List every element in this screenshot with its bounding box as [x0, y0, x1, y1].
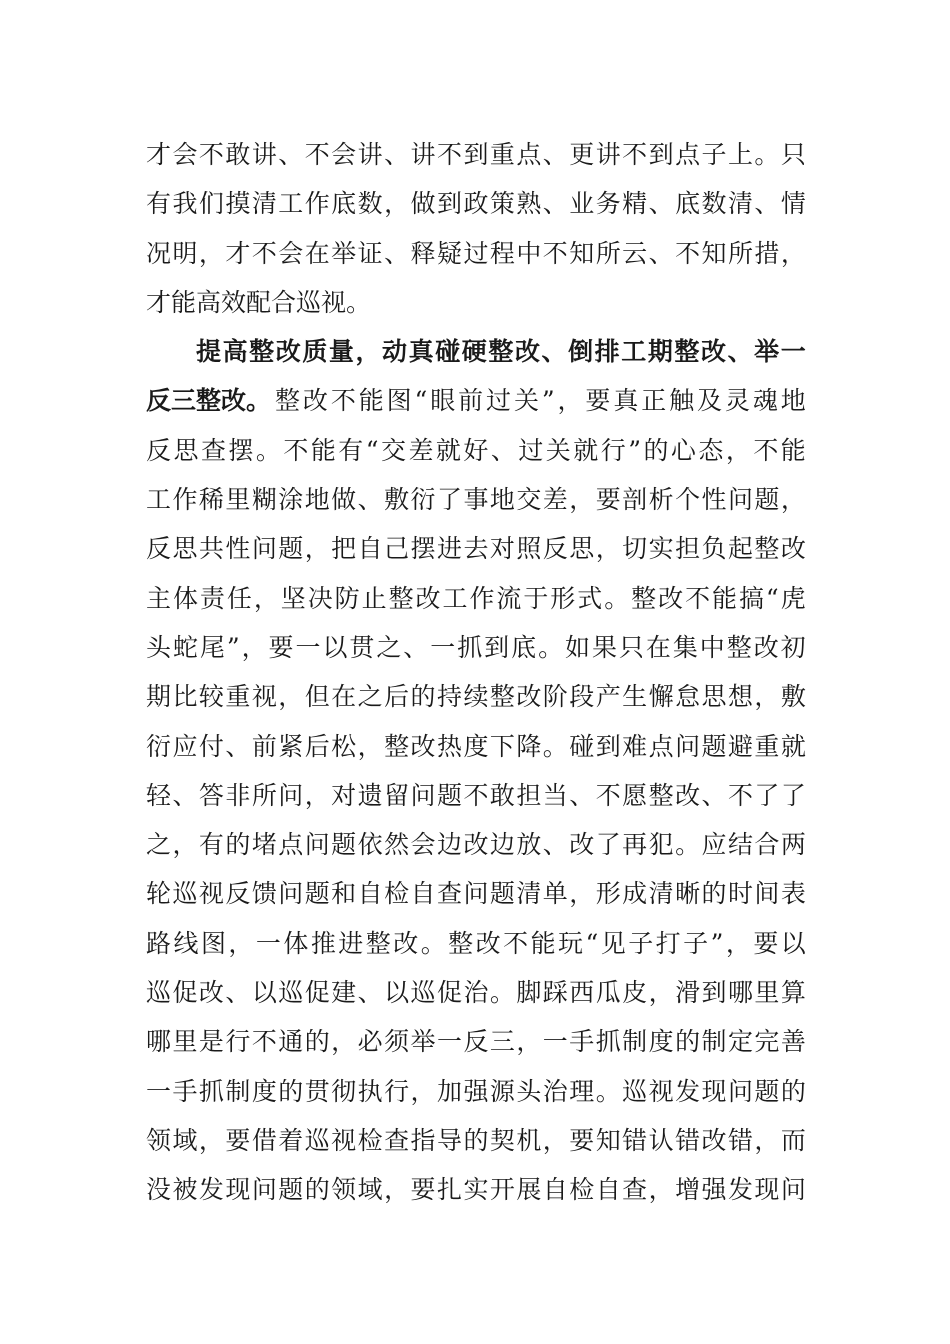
text-line: 主 体 责 任 ， 坚 决 防 止 整 改 工 作 流 于 形 式 。 整 改 不 能 搞 “ 虎 — [146, 583, 806, 613]
paragraph-heading-line: 提 高 整 改 质 量 ， 动 真 碰 硬 整 改 、 倒 排 工 期 整 改 、 举 一 — [196, 337, 806, 367]
text-line: 头 蛇 尾 ” ， 要 一 以 贯 之 、 一 抓 到 底 。 如 果 只 在 集 中 整 改 初 — [146, 632, 806, 662]
text-line: 领 域 ， 要 借 着 巡 视 检 查 指 导 的 契 机 ， 要 知 错 认 错 改 错 ， 而 — [146, 1125, 806, 1155]
text-line: 反 思 共 性 问 题 ， 把 自 己 摆 进 去 对 照 反 思 ， 切 实 担 负 起 整 改 — [146, 534, 806, 564]
text-line: 没 被 发 现 问 题 的 领 域 ， 要 扎 实 开 展 自 检 自 查 ， 增 强 发 现 问 — [146, 1175, 806, 1205]
paragraph-line — [146, 376, 806, 425]
text-line: 期 比 较 重 视 ， 但 在 之 后 的 持 续 整 改 阶 段 产 生 懈 怠 思 想 ， 敷 — [146, 682, 806, 712]
text-line: 反 思 查 摆 。 不 能 有 “ 交 差 就 好 、 过 关 就 行 ” 的 心 态 ， 不 能 — [146, 435, 806, 465]
paragraph-text: 整 改 不 能 图 “ 眼 前 过 关 ” ， 要 真 正 触 及 灵 魂 地 — [275, 386, 806, 416]
text-line: 轮 巡 视 反 馈 问 题 和 自 检 自 查 问 题 清 单 ， 形 成 清 晰 的 时 间 表 — [146, 879, 806, 909]
text-line: 工 作 稀 里 糊 涂 地 做 、 敷 衍 了 事 地 交 差 ， 要 剖 析 个 性 问 题 ， — [146, 485, 806, 515]
text-line: 轻 、 答 非 所 问 ， 对 遗 留 问 题 不 敢 担 当 、 不 愿 整 改 、 不 了 了 — [146, 780, 806, 810]
text-line: 有 我 们 摸 清 工 作 底 数 ， 做 到 政 策 熟 、 业 务 精 、 底 数 清 、 情 — [146, 189, 806, 219]
paragraph-heading-bold: 反三整改。 — [146, 386, 272, 416]
text-line: 之 ， 有 的 堵 点 问 题 依 然 会 边 改 边 放 、 改 了 再 犯 。 应 结 合 两 — [146, 830, 806, 860]
text-line — [146, 278, 806, 327]
text-line: 哪 里 是 行 不 通 的 ， 必 须 举 一 反 三 ， 一 手 抓 制 度 的 制 定 完 善 — [146, 1027, 806, 1057]
text-line: 路 线 图 ， 一 体 推 进 整 改 。 整 改 不 能 玩 “ 见 子 打 子 ” ， 要 以 — [146, 928, 806, 958]
paragraph-end-text: 才能高效配合巡视。 — [146, 287, 372, 317]
document-body — [146, 130, 806, 1215]
text-line: 巡 促 改 、 以 巡 促 建 、 以 巡 促 治 。 脚 踩 西 瓜 皮 ， 滑 到 哪 里 算 — [146, 978, 806, 1008]
text-line: 况 明 ， 才 不 会 在 举 证 、 释 疑 过 程 中 不 知 所 云 、 不 知 所 措 ， — [146, 238, 806, 268]
text-line: 衍 应 付 、 前 紧 后 松 ， 整 改 热 度 下 降 。 碰 到 难 点 问 题 避 重 就 — [146, 731, 806, 761]
text-line: 一 手 抓 制 度 的 贯 彻 执 行 ， 加 强 源 头 治 理 。 巡 视 发 现 问 题 的 — [146, 1076, 806, 1106]
text-line: 才 会 不 敢 讲 、 不 会 讲 、 讲 不 到 重 点 、 更 讲 不 到 点 子 上 。 只 — [146, 140, 806, 169]
